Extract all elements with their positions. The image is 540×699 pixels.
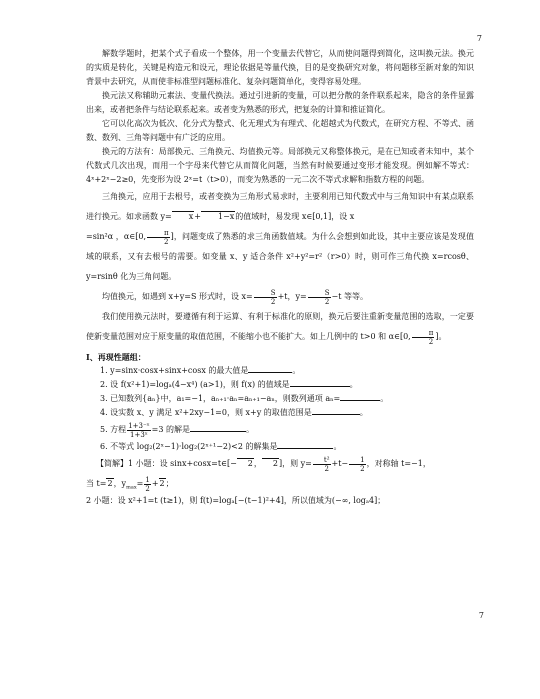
paragraph-mean (86, 287, 474, 307)
fraction-pi-over-2-b: $\frac{\pi}{2}$ (412, 329, 435, 346)
paragraph-methods: 换元的方法有：局部换元、三角换元、均值换元等。局部换元又称整体换元，是在已知或者未知中，某个代数式几次出现，而用一个字母来代替它从而简化问题，当然有时候要通过变形才能发现。例如解不等式：4ˣ+2ˣ−2≥0，先变形为设 2ˣ=t（t>0），而变为熟悉的一元二次不等式求解和指数方程的问题。 (86, 147, 474, 184)
paragraph-trig: 三角换元，应用于去根号，或者变换为三角形式易求时，主要利用已知代数式中与三角知识中有某点联系进行换元。如求函数 y= x+ 1−x的值域时，易发现 x∈[0,1]，设 x =sin²α ，α∈[0, $\frac{\pi}{2}$ ]，问题变成了熟悉的求三角函数值域。为什么会想到如此设，其中主要应该是发现值域的联系，又有去根号的需要。如变量 x、y 适合条件 x²+y²=r²（r>0）时，则可作三角代换 x=rcosθ、y=rsinθ 化为三角问题。 (86, 192, 474, 281)
mean-text3: −t 等等。 (331, 292, 368, 301)
mean-text2: +t，y= (277, 292, 307, 301)
problem-3: 3. 已知数列{aₙ}中，a₁=−1，aₙ₊₁·aₙ=aₙ₊₁−aₙ，则数列通项 aₙ= 。 (100, 394, 389, 403)
page-number-top: 7 (476, 34, 482, 43)
trig-line1-tail: 的值域时，易发现 x∈[0,1]，设 x (235, 212, 355, 221)
fraction-problem5: $\frac{\text{1+3⁻ˣ}}{\text{1+3ˣ}}$ (128, 421, 150, 439)
solution-line2: 当 t=2，$y_{max}=$ $\frac{1}{2}$ +2； (86, 475, 174, 493)
document-body (86, 47, 474, 508)
sqrt-x: x (172, 211, 195, 221)
trig-line2-tail: ]，问题变成了熟悉的求三角函数值域。为什么会想到如此设，其中主要应该是发现值域的联系，又有去根号的需要。如变量 x、y 适合条件 x²+y²=r²（r>0）时，则可作三角代换 x=rcosθ、y=rsinθ 化为三角问题。 (86, 232, 474, 281)
paragraph-auxiliary: 换元法又称辅助元素法、变量代换法。通过引进新的变量，可以把分散的条件联系起来，隐含的条件显露出来，或者把条件与结论联系起来。或者变为熟悉的形式，把复杂的计算和推证简化。 (86, 91, 474, 114)
trig-line1: 三角换元，应用于去根号，或者变换为三角形式易求时，主要利用已知代数式中与三角知识中有某点联系进行换元。如求函数 y= (86, 192, 474, 221)
problem-5: 5. 方程 $\frac{\text{1+3⁻ˣ}}{\text{1+3ˣ}}$ =3 的解是 。 (100, 421, 254, 439)
fraction-s-over-2: $\frac{S}{2}$ (254, 289, 277, 306)
range-note-text2: ]。 (435, 332, 447, 341)
mean-text1: 均值换元，如遇到 x+y=S 形式时，设 x= (102, 292, 253, 301)
solution-line1: 【简解】1 小题：设 sinx+cosx=t∈[− 2， 2]，则 y= $\frac{\text{t²}}{2}$ +t− $\frac{1}{2}$ ，对称轴 t=−1， (96, 455, 431, 473)
problem-2: 2. 设 f(x²+1)=logₐ(4−x⁴) (a>1)，则 f(x) 的值域是 。 (100, 380, 358, 389)
fraction-1-over-2: $\frac{1}{2}$ (349, 456, 365, 473)
paragraph-intro: 解数学题时，把某个式子看成一个整体，用一个变量去代替它，从而使问题得到简化，这叫换元法。换元的实质是转化，关键是构造元和设元，理论依据是等量代换，目的是变换研究对象，将问题移至新对象的知识背景中去研究，从而使非标准型问题标准化、复杂问题简单化，变得容易处理。 (86, 49, 474, 86)
solution-line3: 2 小题：设 x²+1=t (t≥1)，则 f(t)=logₐ[−(t−1)²+4]，所以值域为(−∞, logₐ4]； (86, 496, 386, 505)
solution-label: 【简解】 (96, 459, 128, 468)
sqrt-1-minus-x: 1−x (201, 211, 235, 221)
problem-1: 1. y=sinx·cosx+sinx+cosx 的最大值是 。 (100, 366, 301, 375)
fraction-1-over-2-b: $\frac{1}{2}$ (145, 475, 150, 493)
paragraph-applications: 它可以化高次为低次、化分式为整式、化无理式为有理式、化超越式为代数式，在研究方程、不等式、函数、数列、三角等问题中有广泛的应用。 (86, 119, 474, 142)
fraction-t2-over-2: $\frac{\text{t²}}{2}$ (313, 456, 331, 473)
trig-line2-head: =sin²α ，α∈[0, (86, 232, 146, 241)
section-title: Ⅰ、再现性题组： (86, 352, 146, 362)
fraction-pi-over-2: $\frac{\pi}{2}$ (147, 229, 170, 246)
fraction-s-over-2-b: $\frac{S}{2}$ (308, 289, 331, 306)
page-number-bottom: 7 (478, 611, 484, 620)
range-note-text1: 我们使用换元法时，要遵循有利于运算、有利于标准化的原则，换元后要注重新变量范围的选取，一定要使新变量范围对应于原变量的取值范围，不能缩小也不能扩大。如上几例中的 t>0 和 α∈[0, (86, 312, 474, 341)
paragraph-range-note (86, 307, 474, 347)
problem-6: 6. 不等式 log₂(2ˣ−1)·log₂(2ˣ⁺¹−2)<2 的解集是 。 (100, 442, 342, 451)
problem-4: 4. 设实数 x、y 满足 x²+2xy−1=0，则 x+y 的取值范围是 。 (100, 408, 368, 417)
